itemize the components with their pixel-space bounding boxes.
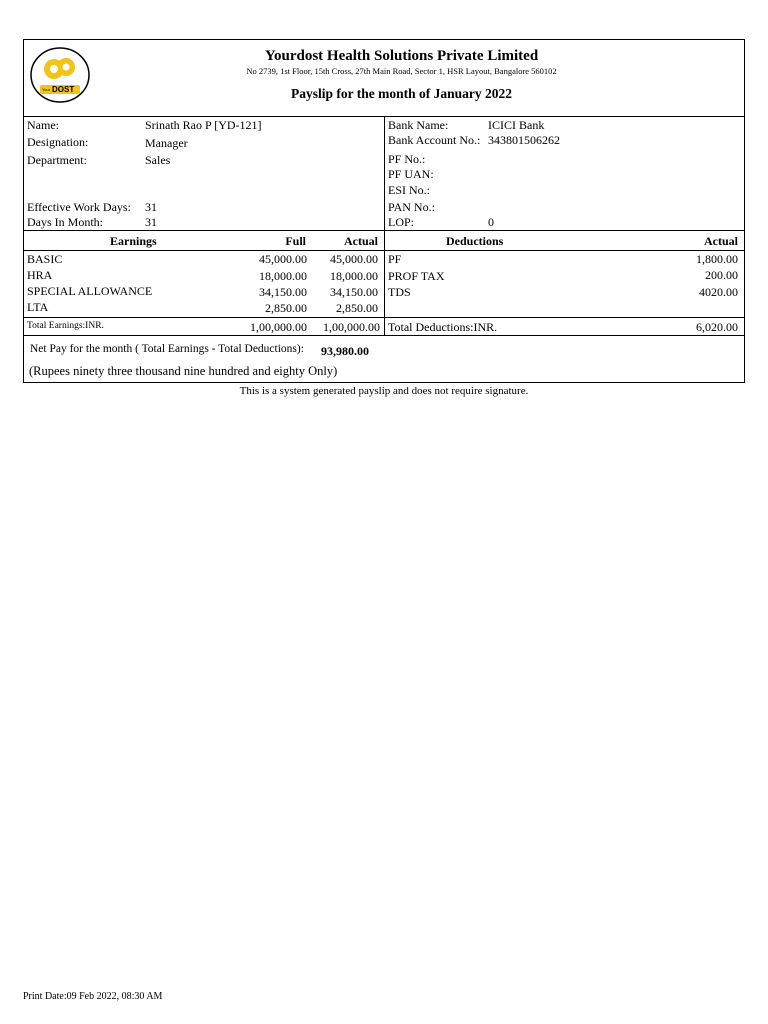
deduction-actual: 200.00 [705, 268, 738, 282]
pf-no-label: PF No.: [388, 152, 426, 166]
earning-actual: 18,000.00 [330, 269, 378, 283]
earning-label: LTA [27, 300, 49, 314]
department-value: Sales [145, 153, 171, 167]
logo-small-text: Your [42, 87, 51, 92]
earning-label: HRA [27, 268, 53, 282]
net-pay-label: Net Pay for the month ( Total Earnings - Total Deductions): [30, 343, 304, 355]
designation-value: Manager [145, 136, 188, 150]
system-note: This is a system generated payslip and does not require signature. [239, 385, 529, 397]
lop-value: 0 [488, 215, 494, 229]
department-label: Department: [27, 153, 87, 167]
days-in-month-label: Days In Month: [27, 215, 103, 229]
logo-text: DOST [52, 85, 75, 94]
pan-no-label: PAN No.: [388, 200, 435, 214]
esi-no-label: ESI No.: [388, 183, 430, 197]
deduction-label: PF [388, 252, 402, 266]
earning-label: BASIC [27, 252, 63, 266]
designation-label: Designation: [27, 135, 89, 149]
deductions-header: Deductions [446, 234, 504, 248]
earning-full: 34,150.00 [259, 285, 307, 299]
earning-actual: 34,150.00 [330, 285, 378, 299]
earning-actual: 2,850.00 [336, 301, 378, 315]
totals-bottom-line [23, 335, 745, 336]
net-pay-words: (Rupees ninety three thousand nine hundred and eighty Only) [29, 364, 338, 378]
name-label: Name: [27, 118, 59, 132]
lop-label: LOP: [388, 215, 415, 229]
info-divider [384, 116, 385, 336]
net-pay-value: 93,980.00 [321, 344, 369, 358]
full-header: Full [285, 234, 306, 248]
totals-top-line [23, 317, 745, 318]
deduction-label: PROF TAX [388, 269, 445, 283]
bank-account-label: Bank Account No.: [388, 133, 481, 147]
earning-full: 18,000.00 [259, 269, 307, 283]
deduction-actual: 1,800.00 [696, 252, 738, 266]
deduction-label: TDS [388, 285, 411, 299]
deductions-actual-header: Actual [704, 234, 738, 248]
total-deductions-label: Total Deductions:INR. [388, 320, 498, 334]
print-date: Print Date:09 Feb 2022, 08:30 AM [23, 991, 163, 1002]
actual-header: Actual [344, 234, 378, 248]
total-deductions-actual: 6,020.00 [696, 320, 738, 334]
days-in-month-value: 31 [145, 215, 157, 229]
bank-name-label: Bank Name: [388, 118, 449, 132]
earning-full: 2,850.00 [265, 301, 307, 315]
company-name: Yourdost Health Solutions Private Limited [264, 48, 539, 64]
total-earnings-full: 1,00,000.00 [250, 320, 307, 334]
table-header-top-line [23, 230, 745, 231]
company-address: No 2739, 1st Floor, 15th Cross, 27th Main Road, Sector 1, HSR Layout, Bangalore 560102 [246, 66, 557, 76]
payslip-title: Payslip for the month of January 2022 [290, 86, 512, 101]
name-value: Srinath Rao P [YD-121] [145, 118, 262, 132]
deduction-actual: 4020.00 [699, 285, 738, 299]
earning-actual: 45,000.00 [330, 252, 378, 266]
total-earnings-label: Total Earnings:INR. [27, 321, 104, 331]
earning-full: 45,000.00 [259, 252, 307, 266]
total-earnings-actual: 1,00,000.00 [323, 320, 380, 334]
earnings-header: Earnings [110, 234, 157, 248]
effective-days-value: 31 [145, 200, 157, 214]
effective-days-label: Effective Work Days: [27, 200, 131, 214]
pf-uan-label: PF UAN: [388, 167, 434, 181]
earning-label: SPECIAL ALLOWANCE [27, 284, 153, 298]
bank-account-value: 343801506262 [488, 133, 560, 147]
table-header-bottom-line [23, 250, 745, 251]
bank-name-value: ICICI Bank [488, 118, 545, 132]
